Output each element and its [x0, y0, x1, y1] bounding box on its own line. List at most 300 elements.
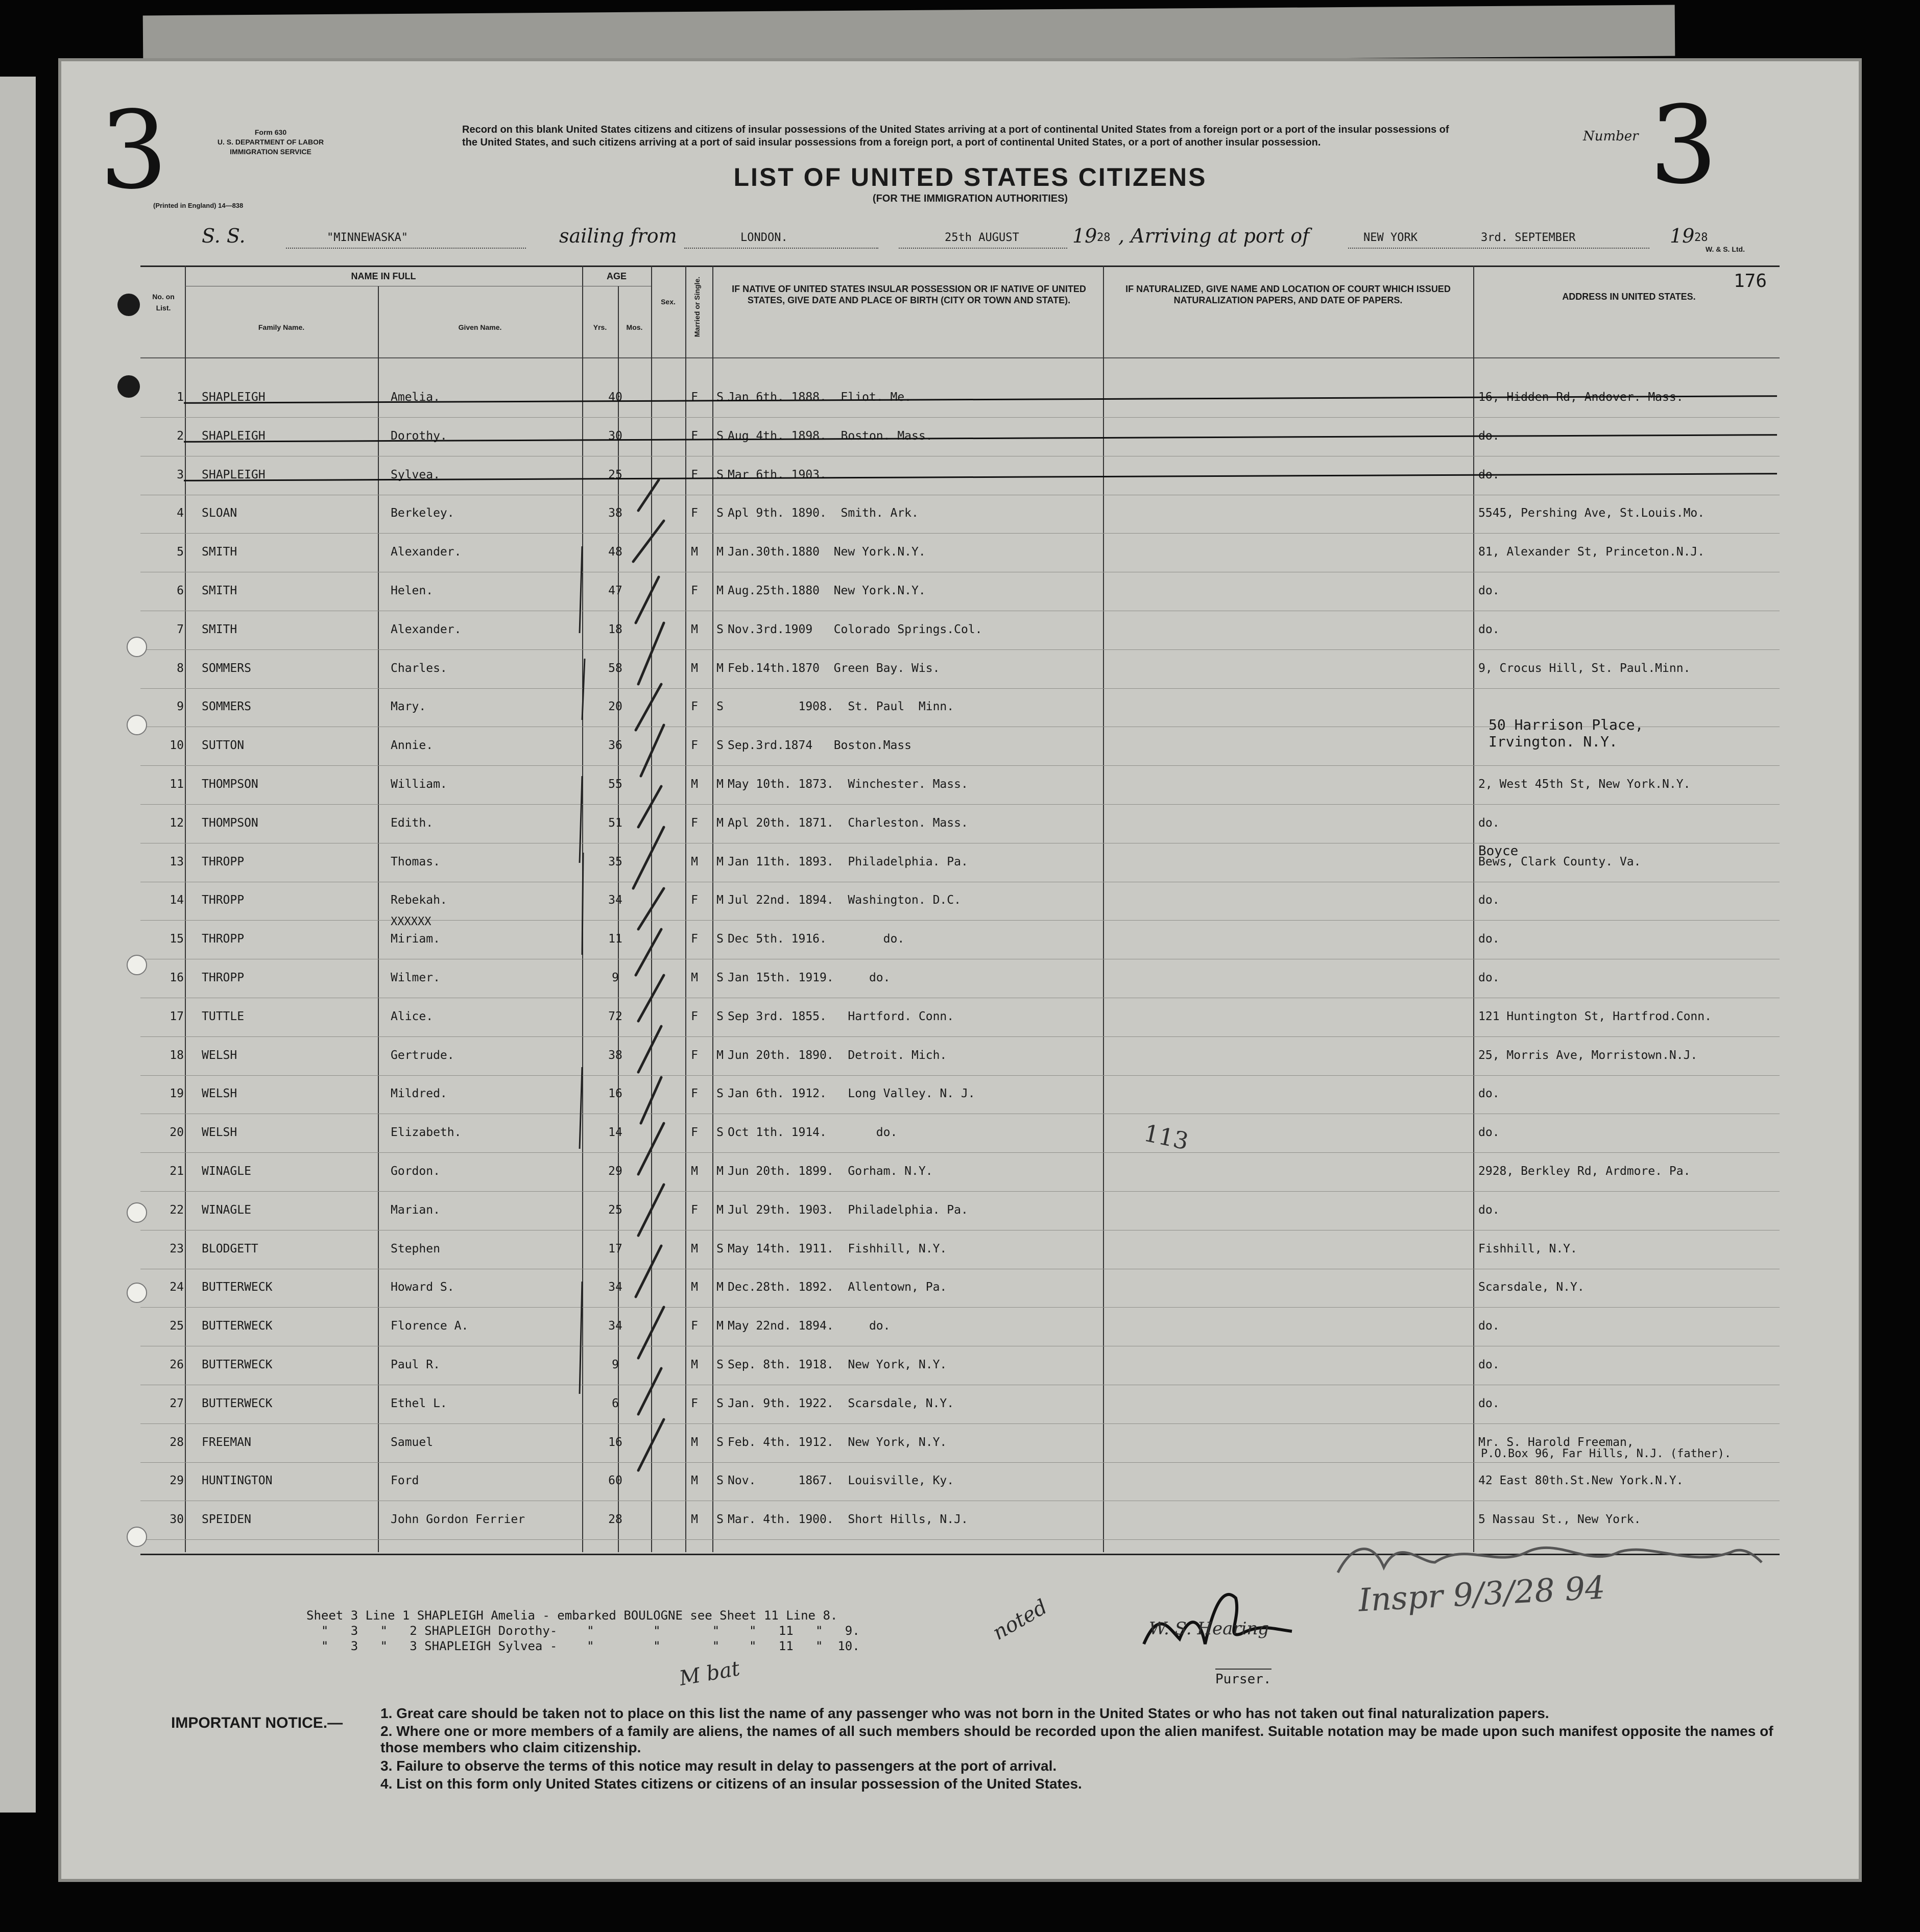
- table-row: [0, 1039, 1920, 1077]
- cell-birth: Jan 6th. 1912. Long Valley. N. J.: [728, 1087, 975, 1101]
- cell-family: FREEMAN: [202, 1435, 251, 1449]
- cell-given: Marian.: [391, 1203, 440, 1217]
- handwritten-noted: noted: [989, 1595, 1051, 1645]
- col-header-no: No. on List.: [152, 293, 175, 312]
- cell-no: 18: [170, 1048, 184, 1062]
- table-row: [0, 961, 1920, 1000]
- cell-age: 17: [608, 1242, 622, 1255]
- cell-sex: M: [691, 1242, 698, 1255]
- cell-ms: M: [716, 1281, 724, 1294]
- cell-age: 47: [608, 584, 622, 597]
- cell-birth: Nov.3rd.1909 Colorado Springs.Col.: [728, 622, 982, 636]
- cell-age: 60: [608, 1474, 622, 1488]
- cell-address: do.: [1478, 584, 1500, 597]
- cell-given: Paul R.: [391, 1358, 440, 1371]
- department-name: U. S. DEPARTMENT OF LABOR: [217, 138, 324, 146]
- cell-address: do.: [1478, 622, 1500, 636]
- cell-address: 2, West 45th St, New York.N.Y.: [1478, 778, 1691, 791]
- cell-sex: F: [691, 1396, 698, 1410]
- cell-ms: S: [716, 739, 724, 753]
- cell-sex: F: [691, 1126, 698, 1140]
- punch-hole: [127, 955, 147, 975]
- cell-given: Rebekah.: [391, 893, 447, 907]
- r14-strikeout: XXXXXX: [391, 915, 431, 928]
- cell-given: Mary.: [391, 700, 426, 714]
- table-row: [0, 574, 1920, 613]
- cell-family: WELSH: [202, 1048, 237, 1062]
- cell-ms: S: [716, 1435, 724, 1449]
- cell-family: SUTTON: [202, 739, 245, 753]
- table-row: [0, 458, 1920, 497]
- r10-address-line: Irvington. N.Y.: [1489, 733, 1618, 750]
- cell-given: Ethel L.: [391, 1396, 447, 1410]
- cell-ms: M: [716, 816, 724, 830]
- col-header-given: Given Name.: [458, 323, 502, 331]
- cell-address: do.: [1478, 468, 1500, 481]
- cell-no: 14: [170, 893, 184, 907]
- cell-birth: Dec 5th. 1916. do.: [728, 932, 905, 946]
- cell-given: Alexander.: [391, 545, 462, 559]
- table-row: [0, 1387, 1920, 1426]
- sailing-label: sailing from: [559, 225, 677, 247]
- cell-birth: May 14th. 1911. Fishhill, N.Y.: [728, 1242, 947, 1255]
- cell-birth: Jan. 9th. 1922. Scarsdale, N.Y.: [728, 1396, 954, 1410]
- punch-hole: [127, 1283, 147, 1303]
- cell-family: BLODGETT: [202, 1242, 258, 1255]
- cell-no: 3: [177, 468, 184, 481]
- cell-given: Gordon.: [391, 1165, 440, 1178]
- cell-ms: S: [716, 429, 724, 443]
- page-subtitle: (FOR THE IMMIGRATION AUTHORITIES): [872, 193, 1068, 204]
- cell-given: Alice.: [391, 1009, 434, 1023]
- cell-given: Samuel: [391, 1435, 434, 1449]
- punch-hole: [117, 294, 140, 316]
- cell-sex: F: [691, 1087, 698, 1101]
- arrival-date: 3rd. SEPTEMBER: [1481, 231, 1576, 244]
- cell-sex: M: [691, 545, 698, 559]
- cell-no: 4: [177, 506, 184, 520]
- cell-no: 22: [170, 1203, 184, 1217]
- table-row: [0, 613, 1920, 651]
- cell-birth: Jun 20th. 1890. Detroit. Mich.: [728, 1048, 947, 1062]
- table-row: [0, 496, 1920, 535]
- cell-birth: Oct 1th. 1914. do.: [728, 1126, 898, 1140]
- cell-birth: Aug 4th. 1898. Boston. Mass.: [728, 429, 933, 443]
- cell-given: Sylvea.: [391, 468, 440, 481]
- r9-address-line: 50 Harrison Place,: [1489, 716, 1644, 733]
- cell-no: 11: [170, 778, 184, 791]
- cell-address: do.: [1478, 893, 1500, 907]
- cell-no: 10: [170, 739, 184, 753]
- sheet-number-right: 3: [1649, 83, 1718, 208]
- cell-ms: M: [716, 778, 724, 791]
- cell-birth: Dec.28th. 1892. Allentown, Pa.: [728, 1281, 947, 1294]
- notice-heading: IMPORTANT NOTICE.—: [171, 1714, 343, 1731]
- cell-family: BUTTERWECK: [202, 1358, 273, 1371]
- footnote-line-1: Sheet 3 Line 1 SHAPLEIGH Amelia - embarked BOULOGNE see Sheet 11 Line 8.: [306, 1608, 838, 1623]
- cell-age: 34: [608, 1281, 622, 1294]
- cell-birth: Jun 20th. 1899. Gorham. N.Y.: [728, 1165, 933, 1178]
- cell-sex: F: [691, 700, 698, 714]
- cell-ms: S: [716, 971, 724, 984]
- cell-birth: Feb.14th.1870 Green Bay. Wis.: [728, 661, 940, 675]
- footnote-line-3: " 3 " 3 SHAPLEIGH Sylvea - " " " " 11 " 10.: [306, 1639, 860, 1653]
- cell-birth: Sep. 8th. 1918. New York, N.Y.: [728, 1358, 947, 1371]
- purser-label: Purser.: [1215, 1669, 1271, 1687]
- cell-given: Florence A.: [391, 1319, 469, 1333]
- inspector-date: Inspr 9/3/28 94: [1357, 1568, 1606, 1619]
- cell-age: 28: [608, 1513, 622, 1527]
- cell-given: Annie.: [391, 739, 434, 753]
- cell-given: Stephen: [391, 1242, 440, 1255]
- table-row: [0, 380, 1920, 419]
- r13-correction: Boyce: [1478, 843, 1519, 859]
- cell-no: 19: [170, 1087, 184, 1101]
- cell-address: do.: [1478, 1358, 1500, 1371]
- cell-family: BUTTERWECK: [202, 1281, 273, 1294]
- table-row: [0, 1077, 1920, 1116]
- cell-address: 25, Morris Ave, Morristown.N.J.: [1478, 1048, 1698, 1062]
- table-row: [0, 806, 1920, 845]
- cell-ms: M: [716, 1165, 724, 1178]
- year-prefix: 19: [1072, 225, 1097, 247]
- r28-address-line: P.O.Box 96, Far Hills, N.J. (father).: [1481, 1447, 1732, 1460]
- cell-sex: M: [691, 1513, 698, 1527]
- cell-no: 24: [170, 1281, 184, 1294]
- cell-age: 18: [608, 622, 622, 636]
- cell-ms: M: [716, 661, 724, 675]
- punch-hole: [127, 715, 147, 735]
- cell-no: 9: [177, 700, 184, 714]
- cell-sex: M: [691, 1435, 698, 1449]
- cell-address: 16, Hidden Rd, Andover. Mass.: [1478, 391, 1684, 404]
- cell-address: do.: [1478, 816, 1500, 830]
- cell-address: 81, Alexander St, Princeton.N.J.: [1478, 545, 1705, 559]
- cell-address: do.: [1478, 1087, 1500, 1101]
- arrival-port: NEW YORK: [1363, 231, 1418, 244]
- cell-address: 5545, Pershing Ave, St.Louis.Mo.: [1478, 506, 1705, 520]
- cell-given: Alexander.: [391, 622, 462, 636]
- cell-address: do.: [1478, 971, 1500, 984]
- cell-age: 48: [608, 545, 622, 559]
- handwritten-113: 113: [1141, 1119, 1191, 1155]
- cell-age: 16: [608, 1435, 622, 1449]
- cell-family: SPEIDEN: [202, 1513, 251, 1527]
- handwritten-initials: M bat: [677, 1656, 742, 1691]
- cell-birth: Jul 22nd. 1894. Washington. D.C.: [728, 893, 961, 907]
- ss-label: S. S.: [202, 225, 246, 247]
- cell-birth: Mar. 4th. 1900. Short Hills, N.J.: [728, 1513, 968, 1527]
- cell-family: THOMPSON: [202, 816, 258, 830]
- cell-birth: Jan 11th. 1893. Philadelphia. Pa.: [728, 855, 968, 868]
- check-marks: [623, 470, 684, 1516]
- cell-family: HUNTINGTON: [202, 1474, 273, 1488]
- cell-ms: S: [716, 1513, 724, 1527]
- cell-no: 20: [170, 1126, 184, 1140]
- cell-no: 16: [170, 971, 184, 984]
- cell-ms: S: [716, 468, 724, 481]
- table-row: [0, 767, 1920, 806]
- cell-given: William.: [391, 778, 447, 791]
- cell-age: 40: [608, 391, 622, 404]
- cell-sex: F: [691, 468, 698, 481]
- signature-text: W. S. Hearing: [1149, 1619, 1269, 1639]
- arrival-year-suffix: 28: [1694, 231, 1708, 244]
- cell-address: Fishhill, N.Y.: [1478, 1242, 1577, 1255]
- form-number: Form 630: [254, 128, 287, 136]
- col-header-birth: IF NATIVE OF UNITED STATES INSULAR POSSESSION OR IF NATIVE OF UNITED STATES, GIVE DATE AND PLACE OF BIRTH (CITY OR TOWN AND STATE).: [732, 284, 1086, 305]
- cell-address: 2928, Berkley Rd, Ardmore. Pa.: [1478, 1165, 1691, 1178]
- cell-sex: F: [691, 584, 698, 597]
- cell-address: Scarsdale, N.Y.: [1478, 1281, 1585, 1294]
- cell-given: Elizabeth.: [391, 1126, 462, 1140]
- col-header-name: NAME IN FULL: [351, 271, 416, 281]
- cell-ms: S: [716, 1474, 724, 1488]
- cell-address: do.: [1478, 429, 1500, 443]
- cell-ms: S: [716, 506, 724, 520]
- cell-family: WINAGLE: [202, 1203, 251, 1217]
- table-row: [0, 922, 1920, 961]
- cell-age: 30: [608, 429, 622, 443]
- cell-birth: Sep.3rd.1874 Boston.Mass: [728, 739, 912, 753]
- cell-no: 25: [170, 1319, 184, 1333]
- cell-birth: May 22nd. 1894. do.: [728, 1319, 891, 1333]
- cell-birth: 1908. St. Paul Minn.: [728, 700, 954, 714]
- notice-item-2: 2. Where one or more members of a family are aliens, the names of all such members should be recorded upon the alien manifest. Suitable notation may be made upon such manifest opposite the names of those members who claim citizenship.: [380, 1723, 1773, 1755]
- cell-age: 16: [608, 1087, 622, 1101]
- table-row: [0, 729, 1920, 767]
- cell-sex: F: [691, 1048, 698, 1062]
- cell-no: 13: [170, 855, 184, 868]
- page-stamp: 176: [1734, 271, 1767, 292]
- cell-age: 72: [608, 1009, 622, 1023]
- cell-ms: M: [716, 1203, 724, 1217]
- table-row: [0, 1309, 1920, 1348]
- table-row: [0, 1464, 1920, 1503]
- cell-age: 38: [608, 506, 622, 520]
- cell-family: SOMMERS: [202, 700, 251, 714]
- cell-given: Miriam.: [391, 932, 440, 946]
- cell-sex: M: [691, 971, 698, 984]
- cell-family: SHAPLEIGH: [202, 429, 266, 443]
- cell-family: SLOAN: [202, 506, 237, 520]
- cell-no: 7: [177, 622, 184, 636]
- cell-age: 36: [608, 739, 622, 753]
- cell-sex: F: [691, 816, 698, 830]
- cell-sex: M: [691, 1165, 698, 1178]
- cell-no: 2: [177, 429, 184, 443]
- cell-address: 121 Huntington St, Hartfrod.Conn.: [1478, 1009, 1712, 1023]
- notice-item-4: 4. List on this form only United States citizens or citizens of an insular possession of the United States.: [380, 1776, 1082, 1792]
- cell-family: SMITH: [202, 622, 237, 636]
- cell-address: Mr. S. Harold Freeman,: [1478, 1435, 1634, 1449]
- cell-sex: F: [691, 429, 698, 443]
- punch-hole: [127, 637, 147, 657]
- cell-age: 6: [612, 1396, 619, 1410]
- cell-ms: M: [716, 545, 724, 559]
- cell-age: 58: [608, 661, 622, 675]
- cell-family: THROPP: [202, 893, 245, 907]
- cell-birth: Apl 20th. 1871. Charleston. Mass.: [728, 816, 968, 830]
- cell-age: 9: [612, 971, 619, 984]
- cell-no: 23: [170, 1242, 184, 1255]
- cell-birth: Mar 6th. 1903.: [728, 468, 827, 481]
- cell-sex: M: [691, 778, 698, 791]
- cell-ms: S: [716, 1087, 724, 1101]
- cell-sex: M: [691, 1281, 698, 1294]
- table-row: [0, 419, 1920, 458]
- cell-birth: Apl 9th. 1890. Smith. Ark.: [728, 506, 919, 520]
- table-row: [0, 1348, 1920, 1387]
- cell-sex: F: [691, 932, 698, 946]
- cell-family: SHAPLEIGH: [202, 391, 266, 404]
- cell-age: 51: [608, 816, 622, 830]
- cell-sex: M: [691, 622, 698, 636]
- cell-given: Amelia.: [391, 391, 440, 404]
- cell-family: TUTTLE: [202, 1009, 245, 1023]
- cell-sex: F: [691, 1009, 698, 1023]
- number-label: Number: [1583, 129, 1639, 144]
- cell-family: WELSH: [202, 1087, 237, 1101]
- cell-ms: M: [716, 893, 724, 907]
- cell-no: 21: [170, 1165, 184, 1178]
- cell-address: do.: [1478, 1319, 1500, 1333]
- cell-ms: S: [716, 1358, 724, 1371]
- family-brackets: [572, 536, 592, 1404]
- cell-given: Howard S.: [391, 1281, 454, 1294]
- service-name: IMMIGRATION SERVICE: [230, 148, 311, 156]
- table-row: [0, 1000, 1920, 1039]
- departure-date: 25th AUGUST: [945, 231, 1019, 244]
- cell-no: 27: [170, 1396, 184, 1410]
- cell-age: 20: [608, 700, 622, 714]
- punch-hole: [127, 1527, 147, 1547]
- cell-given: Dorothy.: [391, 429, 447, 443]
- punch-hole: [127, 1202, 147, 1223]
- cell-family: SMITH: [202, 584, 237, 597]
- cell-sex: M: [691, 661, 698, 675]
- col-header-address: ADDRESS IN UNITED STATES.: [1562, 292, 1696, 302]
- cell-no: 1: [177, 391, 184, 404]
- table-row: [0, 1193, 1920, 1232]
- arrival-year-prefix: 19: [1670, 225, 1695, 247]
- cell-address: do.: [1478, 1396, 1500, 1410]
- cell-ms: M: [716, 1048, 724, 1062]
- cell-family: THROPP: [202, 855, 245, 868]
- printed-note: (Printed in England) 14—838: [153, 202, 244, 209]
- punch-hole: [117, 375, 140, 398]
- year-suffix: 28: [1097, 231, 1111, 244]
- cell-address: do.: [1478, 932, 1500, 946]
- cell-given: Mildred.: [391, 1087, 447, 1101]
- ship-name: "MINNEWASKA": [327, 231, 408, 244]
- table-row: [0, 535, 1920, 574]
- cell-no: 26: [170, 1358, 184, 1371]
- cell-sex: M: [691, 855, 698, 868]
- notice-item-3: 3. Failure to observe the terms of this notice may result in delay to passengers at the port of arrival.: [380, 1758, 1057, 1774]
- cell-age: 25: [608, 468, 622, 481]
- cell-given: Berkeley.: [391, 506, 454, 520]
- cell-no: 28: [170, 1435, 184, 1449]
- page-title: LIST OF UNITED STATES CITIZENS: [733, 163, 1207, 191]
- cell-ms: S: [716, 391, 724, 404]
- cell-sex: F: [691, 893, 698, 907]
- cell-family: BUTTERWECK: [202, 1396, 273, 1410]
- cell-ms: M: [716, 855, 724, 868]
- cell-birth: Jul 29th. 1903. Philadelphia. Pa.: [728, 1203, 968, 1217]
- cell-family: THROPP: [202, 932, 245, 946]
- departure-port: LONDON.: [740, 231, 788, 244]
- cell-sex: F: [691, 506, 698, 520]
- cell-birth: Jan.30th.1880 New York.N.Y.: [728, 545, 926, 559]
- cell-family: SHAPLEIGH: [202, 468, 266, 481]
- table-row: [0, 845, 1920, 884]
- cell-birth: Jan 6th. 1888. Eliot. Me.: [728, 391, 912, 404]
- cell-given: Ford: [391, 1474, 419, 1488]
- cell-given: Thomas.: [391, 855, 440, 868]
- cell-address: do.: [1478, 1126, 1500, 1140]
- cell-ms: S: [716, 1009, 724, 1023]
- cell-family: WINAGLE: [202, 1165, 251, 1178]
- col-header-mos: Mos.: [626, 323, 643, 331]
- col-header-naturalized: IF NATURALIZED, GIVE NAME AND LOCATION OF COURT WHICH ISSUED NATURALIZATION PAPERS, AND DATE OF PAPERS.: [1125, 284, 1451, 305]
- cell-ms: S: [716, 932, 724, 946]
- cell-address: 9, Crocus Hill, St. Paul.Minn.: [1478, 661, 1691, 675]
- cell-age: 55: [608, 778, 622, 791]
- cell-family: SMITH: [202, 545, 237, 559]
- cell-age: 25: [608, 1203, 622, 1217]
- cell-birth: Feb. 4th. 1912. New York, N.Y.: [728, 1435, 947, 1449]
- cell-given: Edith.: [391, 816, 434, 830]
- cell-no: 17: [170, 1009, 184, 1023]
- cell-sex: F: [691, 1203, 698, 1217]
- notice-item-1: 1. Great care should be taken not to place on this list the name of any passenger who was not born in the United States or who has not taken out final naturalization papers.: [380, 1705, 1549, 1721]
- table-row: [0, 883, 1920, 922]
- cell-sex: F: [691, 1319, 698, 1333]
- cell-ms: S: [716, 1396, 724, 1410]
- cell-family: SOMMERS: [202, 661, 251, 675]
- cell-no: 30: [170, 1513, 184, 1527]
- cell-family: WELSH: [202, 1126, 237, 1140]
- cell-age: 34: [608, 893, 622, 907]
- cell-given: Helen.: [391, 584, 434, 597]
- table-row: [0, 1232, 1920, 1271]
- table-row: [0, 1116, 1920, 1154]
- cell-age: 35: [608, 855, 622, 868]
- cell-no: 12: [170, 816, 184, 830]
- footnote-line-2: " 3 " 2 SHAPLEIGH Dorothy- " " " " 11 " 9.: [306, 1624, 860, 1638]
- cell-ms: S: [716, 622, 724, 636]
- cell-family: THOMPSON: [202, 778, 258, 791]
- table-row: [0, 1270, 1920, 1309]
- sheet-number-left: 3: [100, 88, 168, 213]
- cell-no: 15: [170, 932, 184, 946]
- cell-no: 8: [177, 661, 184, 675]
- cell-address: do.: [1478, 1203, 1500, 1217]
- cell-given: John Gordon Ferrier: [391, 1513, 525, 1527]
- cell-sex: M: [691, 1358, 698, 1371]
- cell-given: Gertrude.: [391, 1048, 454, 1062]
- cell-given: Wilmer.: [391, 971, 440, 984]
- cell-sex: F: [691, 739, 698, 753]
- cell-age: 38: [608, 1048, 622, 1062]
- cell-birth: Sep 3rd. 1855. Hartford. Conn.: [728, 1009, 954, 1023]
- cell-ms: S: [716, 1126, 724, 1140]
- cell-age: 14: [608, 1126, 622, 1140]
- col-header-age: AGE: [606, 271, 627, 281]
- cell-age: 11: [608, 932, 622, 946]
- cell-given: Charles.: [391, 661, 447, 675]
